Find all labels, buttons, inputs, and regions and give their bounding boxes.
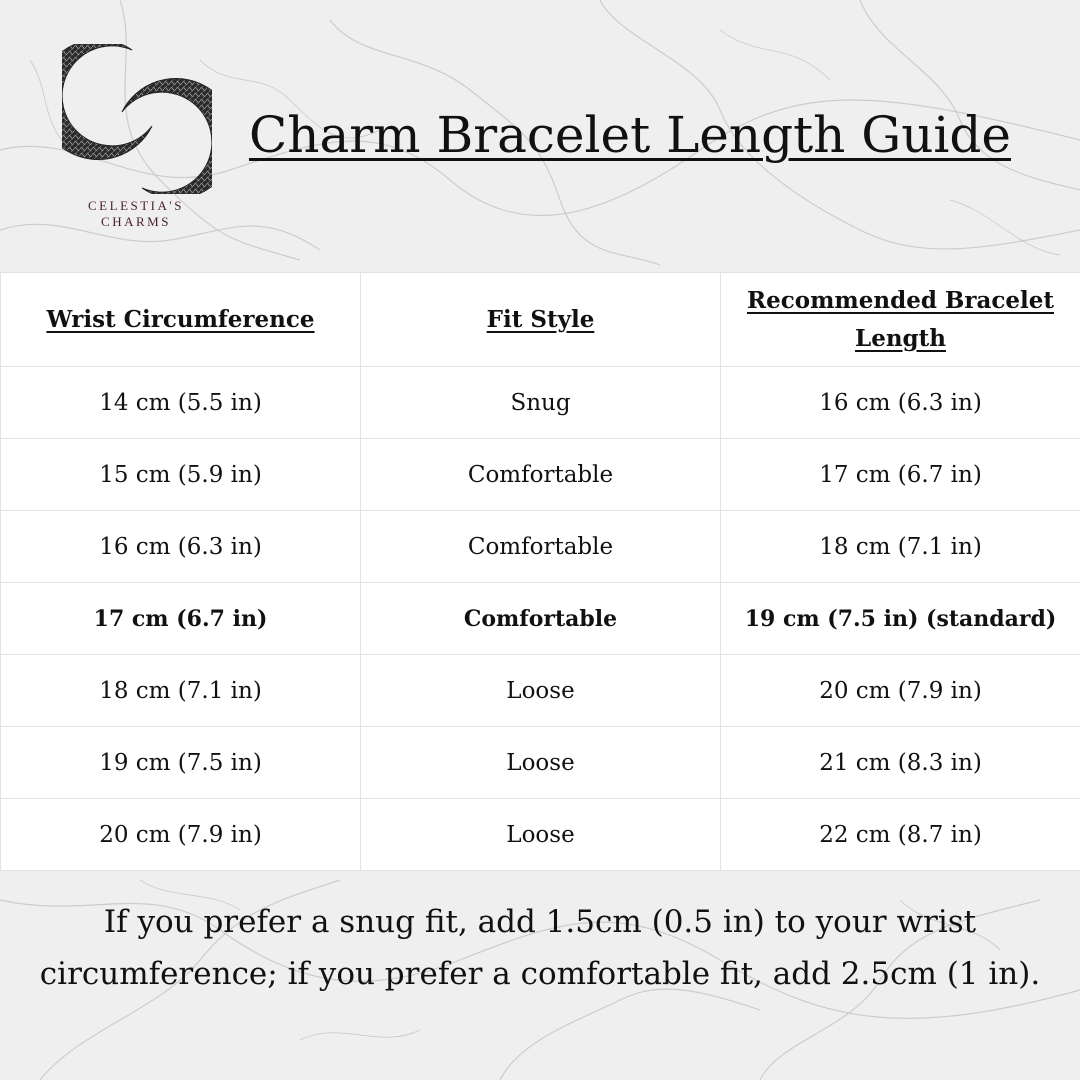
header-wrist-circumference: Wrist Circumference: [1, 273, 361, 367]
cell-wrist: 15 cm (5.9 in): [1, 439, 361, 511]
brand-name-line-1: CELESTIA'S: [88, 198, 184, 213]
cell-wrist: 16 cm (6.3 in): [1, 511, 361, 583]
size-guide-table: [0, 272, 1080, 871]
brand-name: [66, 198, 206, 230]
page-title: Charm Bracelet Length Guide: [248, 106, 1011, 164]
cell-length: 22 cm (8.7 in): [721, 799, 1080, 871]
cell-fit: Comfortable: [361, 439, 721, 511]
cell-fit: Snug: [361, 367, 721, 439]
size-guide-table-container: [0, 272, 1080, 870]
cell-wrist: 19 cm (7.5 in): [1, 727, 361, 799]
cell-length: 20 cm (7.9 in): [721, 655, 1080, 727]
cell-wrist: 18 cm (7.1 in): [1, 655, 361, 727]
cell-fit: Loose: [361, 799, 721, 871]
fit-advice-line-2: circumference; if you prefer a comfortable fit, add 2.5cm (1 in).: [39, 956, 1041, 992]
table-row: [1, 367, 1080, 439]
header-fit-style: Fit Style: [361, 273, 721, 367]
table-row: [1, 655, 1080, 727]
table-row: [1, 799, 1080, 871]
double-crescent-moon-icon: [62, 44, 212, 194]
table-row: [1, 727, 1080, 799]
cell-fit: Loose: [361, 727, 721, 799]
cell-wrist: 20 cm (7.9 in): [1, 799, 361, 871]
cell-length: 16 cm (6.3 in): [721, 367, 1080, 439]
cell-wrist: 17 cm (6.7 in): [1, 583, 361, 655]
fit-advice-note: [0, 896, 1080, 1000]
table-row: [1, 511, 1080, 583]
cell-wrist: 14 cm (5.5 in): [1, 367, 361, 439]
cell-length: 18 cm (7.1 in): [721, 511, 1080, 583]
table-header-row: [1, 273, 1080, 367]
cell-length: 17 cm (6.7 in): [721, 439, 1080, 511]
cell-fit: Loose: [361, 655, 721, 727]
cell-length: 19 cm (7.5 in) (standard): [721, 583, 1080, 655]
cell-fit: Comfortable: [361, 511, 721, 583]
fit-advice-line-1: If you prefer a snug fit, add 1.5cm (0.5 in) to your wrist: [103, 904, 977, 940]
table-row: [1, 439, 1080, 511]
header-recommended-length: Recommended Bracelet Length: [721, 273, 1080, 367]
cell-length: 21 cm (8.3 in): [721, 727, 1080, 799]
table-row-standard: [1, 583, 1080, 655]
brand-name-line-2: CHARMS: [101, 214, 171, 229]
cell-fit: Comfortable: [361, 583, 721, 655]
